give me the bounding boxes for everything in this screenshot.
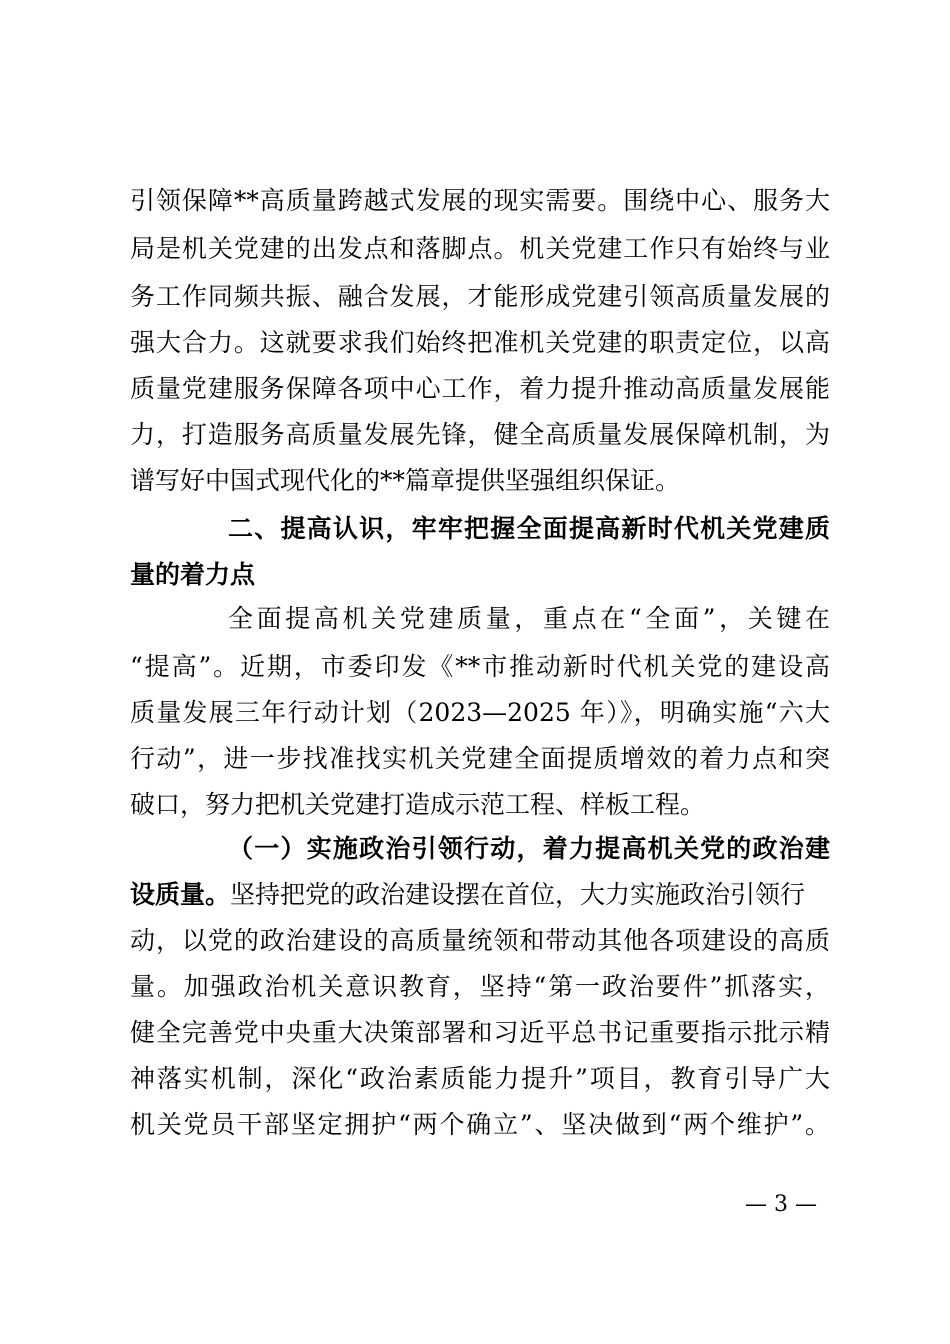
paragraph-3-line-2: 动，以党的政治建设的高质量统领和带动其他各项建设的高质	[130, 926, 830, 955]
paragraph-2-line-2: “提高”。近期，市委印发《**市推动新时代机关党的建设高	[130, 652, 830, 681]
paragraph-3-line-1-text: 坚持把党的政治建设摆在首位，大力实施政治引领行	[230, 880, 806, 909]
page-number: — 3 —	[745, 1192, 817, 1217]
paragraph-2-line-5: 破口，努力把机关党建打造成示范工程、样板工程。	[130, 790, 706, 819]
paragraph-1-line-6: 力，打造服务高质量发展先锋，健全高质量发展保障机制，为	[130, 420, 830, 449]
paragraph-1-line-4: 强大合力。这就要求我们始终把准机关党建的职责定位，以高	[130, 328, 830, 357]
paragraph-2-line-3: 质量发展三年行动计划（2023—2025 年）》，明确实施“六大	[130, 698, 830, 727]
paragraph-1-line-7: 谱写好中国式现代化的**篇章提供坚强组织保证。	[130, 466, 681, 495]
paragraph-3-line-1	[130, 880, 830, 910]
paragraph-3-line-4: 健全完善党中央重大决策部署和习近平总书记重要指示批示精	[130, 1018, 830, 1047]
paragraph-3-line-6: 机关党员干部坚定拥护“两个确立”、坚决做到“两个维护”。	[130, 1110, 830, 1139]
section-heading-line-1: 二、提高认识，牢牢把握全面提高新时代机关党建质	[228, 514, 830, 543]
paragraph-2-line-1: 全面提高机关党建质量，重点在“全面”，关键在	[228, 604, 830, 633]
subsection-heading-end: 设质量。	[130, 880, 231, 909]
paragraph-1-line-3: 务工作同频共振、融合发展，才能形成党建引领高质量发展的	[130, 282, 830, 311]
paragraph-3-line-5: 神落实机制，深化“政治素质能力提升”项目，教育引导广大	[130, 1064, 830, 1093]
section-heading-line-2: 量的着力点	[130, 560, 256, 589]
subsection-heading: （一）实施政治引领行动，着力提高机关党的政治建	[228, 834, 830, 863]
paragraph-1-line-2: 局是机关党建的出发点和落脚点。机关党建工作只有始终与业	[130, 234, 830, 263]
paragraph-2-line-4: 行动”，进一步找准找实机关党建全面提质增效的着力点和突	[130, 744, 830, 773]
paragraph-1-line-1: 引领保障**高质量跨越式发展的现实需要。围绕中心、服务大	[130, 186, 830, 215]
paragraph-1-line-5: 质量党建服务保障各项中心工作，着力提升推动高质量发展能	[130, 374, 830, 403]
paragraph-3-line-3: 量。加强政治机关意识教育，坚持“第一政治要件”抓落实，	[130, 972, 830, 1001]
